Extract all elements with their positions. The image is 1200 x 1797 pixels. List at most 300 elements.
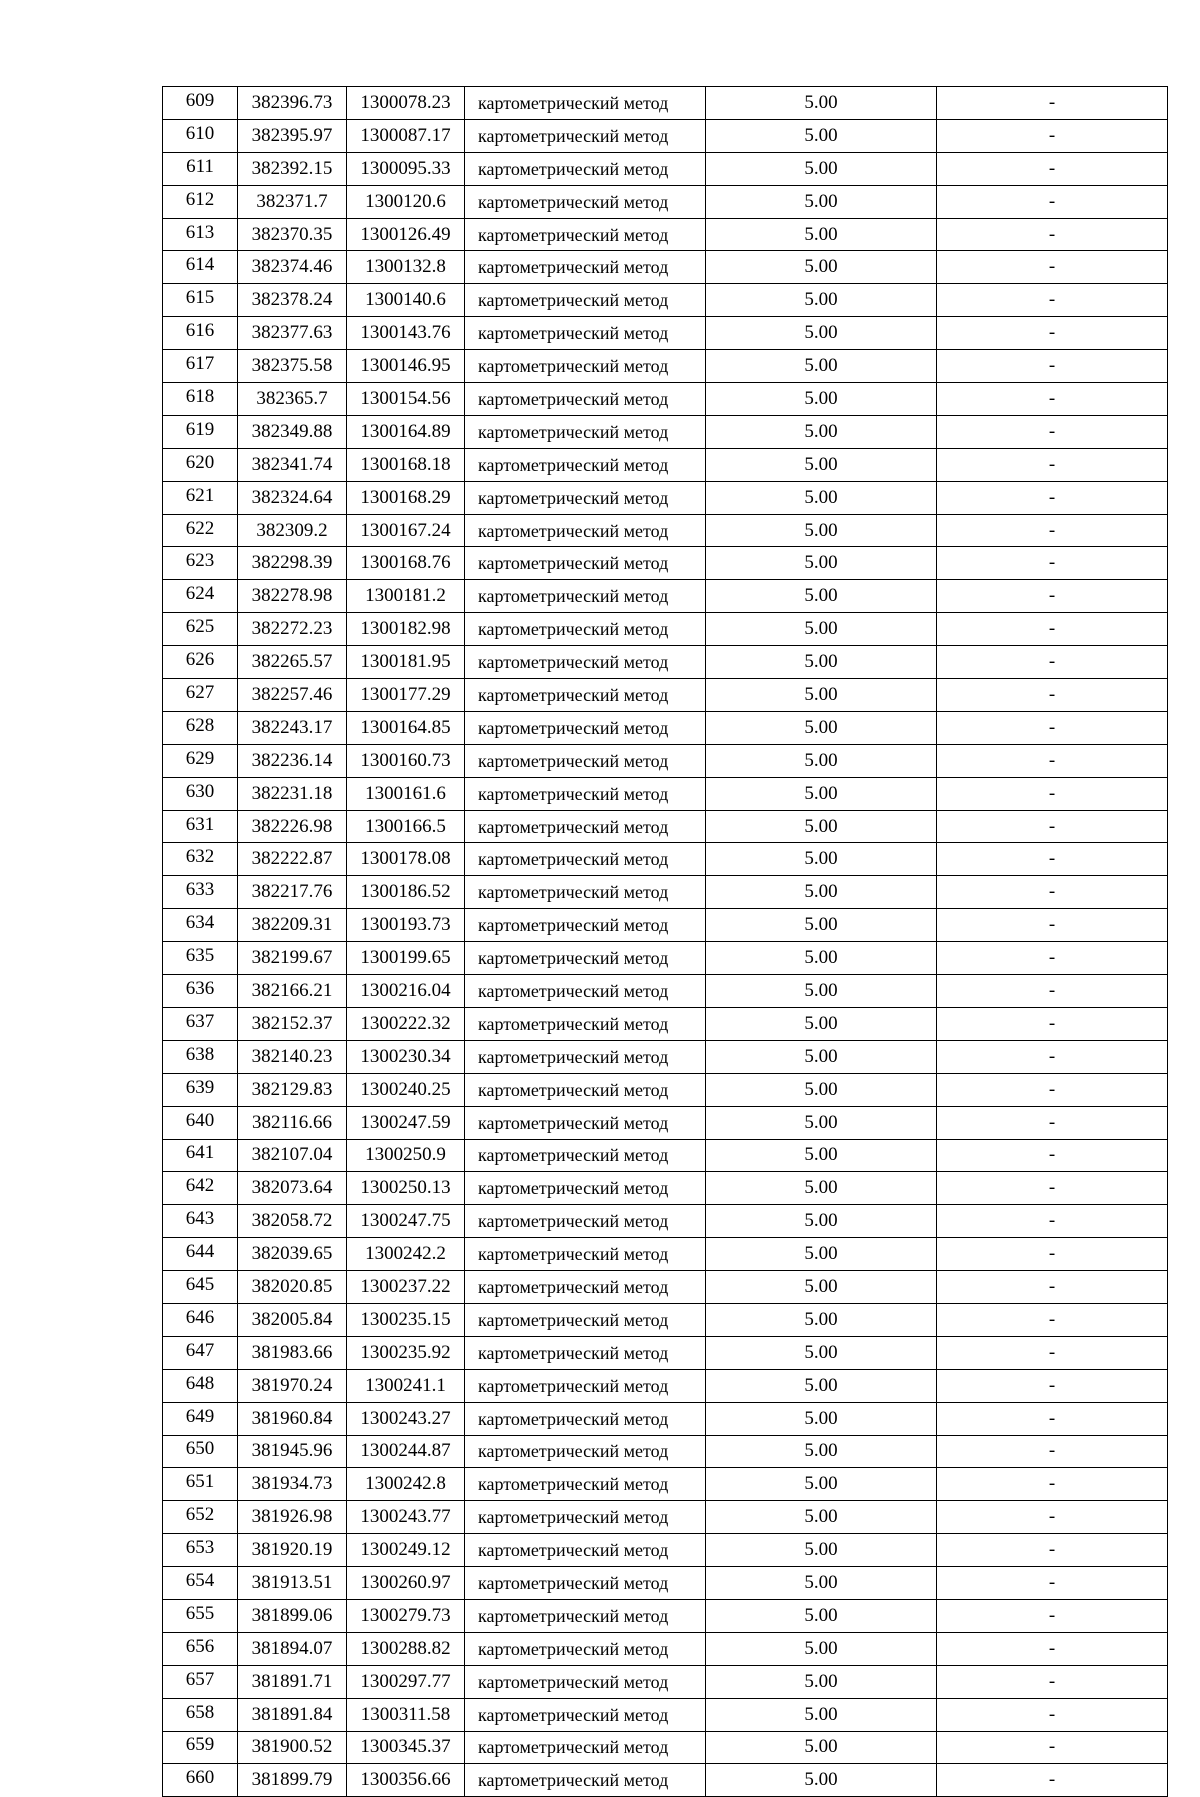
cell-determination-method: картометрический метод [465,777,706,810]
cell-y-coordinate: 1300132.8 [347,251,465,284]
cell-description: - [937,1271,1168,1304]
cell-determination-method: картометрический метод [465,481,706,514]
cell-point-number: 621 [163,481,238,514]
cell-x-coordinate: 382209.31 [238,909,347,942]
table-row [163,843,1168,876]
cell-y-coordinate: 1300279.73 [347,1599,465,1632]
cell-y-coordinate: 1300199.65 [347,942,465,975]
cell-y-coordinate: 1300166.5 [347,810,465,843]
cell-x-coordinate: 381899.06 [238,1599,347,1632]
cell-precision: 5.00 [706,1106,937,1139]
cell-point-number: 647 [163,1336,238,1369]
cell-point-number: 628 [163,711,238,744]
cell-x-coordinate: 382222.87 [238,843,347,876]
cell-point-number: 645 [163,1271,238,1304]
cell-y-coordinate: 1300178.08 [347,843,465,876]
cell-x-coordinate: 382073.64 [238,1172,347,1205]
cell-description: - [937,284,1168,317]
cell-x-coordinate: 381891.71 [238,1665,347,1698]
cell-determination-method: картометрический метод [465,1369,706,1402]
cell-precision: 5.00 [706,448,937,481]
cell-precision: 5.00 [706,876,937,909]
cell-determination-method: картометрический метод [465,185,706,218]
cell-description: - [937,1172,1168,1205]
table-row [163,613,1168,646]
cell-precision: 5.00 [706,843,937,876]
cell-description: - [937,481,1168,514]
cell-x-coordinate: 382116.66 [238,1106,347,1139]
cell-description: - [937,448,1168,481]
table-row [163,1106,1168,1139]
cell-y-coordinate: 1300143.76 [347,317,465,350]
cell-y-coordinate: 1300177.29 [347,679,465,712]
cell-y-coordinate: 1300230.34 [347,1040,465,1073]
cell-point-number: 639 [163,1073,238,1106]
cell-precision: 5.00 [706,514,937,547]
cell-x-coordinate: 382129.83 [238,1073,347,1106]
cell-description: - [937,1468,1168,1501]
table-row [163,1468,1168,1501]
cell-y-coordinate: 1300154.56 [347,383,465,416]
cell-y-coordinate: 1300297.77 [347,1665,465,1698]
cell-determination-method: картометрический метод [465,448,706,481]
table-row [163,1599,1168,1632]
table-row [163,1764,1168,1797]
cell-precision: 5.00 [706,1303,937,1336]
cell-determination-method: картометрический метод [465,547,706,580]
cell-y-coordinate: 1300095.33 [347,152,465,185]
table-row [163,1731,1168,1764]
cell-y-coordinate: 1300161.6 [347,777,465,810]
table-row [163,909,1168,942]
cell-determination-method: картометрический метод [465,876,706,909]
cell-description: - [937,251,1168,284]
cell-y-coordinate: 1300247.59 [347,1106,465,1139]
cell-point-number: 659 [163,1731,238,1764]
cell-determination-method: картометрический метод [465,1007,706,1040]
cell-y-coordinate: 1300167.24 [347,514,465,547]
table-row [163,547,1168,580]
cell-description: - [937,1369,1168,1402]
cell-precision: 5.00 [706,1336,937,1369]
cell-y-coordinate: 1300260.97 [347,1567,465,1600]
table-row [163,383,1168,416]
cell-precision: 5.00 [706,1435,937,1468]
cell-determination-method: картометрический метод [465,1303,706,1336]
cell-x-coordinate: 381945.96 [238,1435,347,1468]
table-row [163,942,1168,975]
cell-point-number: 653 [163,1534,238,1567]
cell-description: - [937,1007,1168,1040]
table-row [163,185,1168,218]
table-row [163,284,1168,317]
cell-description: - [937,1402,1168,1435]
cell-precision: 5.00 [706,1698,937,1731]
cell-determination-method: картометрический метод [465,1567,706,1600]
cell-point-number: 615 [163,284,238,317]
cell-x-coordinate: 382058.72 [238,1205,347,1238]
cell-description: - [937,1731,1168,1764]
table-row [163,481,1168,514]
cell-point-number: 635 [163,942,238,975]
cell-point-number: 625 [163,613,238,646]
cell-x-coordinate: 381920.19 [238,1534,347,1567]
cell-y-coordinate: 1300345.37 [347,1731,465,1764]
cell-x-coordinate: 382020.85 [238,1271,347,1304]
cell-precision: 5.00 [706,942,937,975]
cell-point-number: 660 [163,1764,238,1797]
cell-point-number: 656 [163,1632,238,1665]
cell-determination-method: картометрический метод [465,744,706,777]
cell-point-number: 636 [163,975,238,1008]
table-row [163,218,1168,251]
cell-point-number: 620 [163,448,238,481]
cell-point-number: 646 [163,1303,238,1336]
cell-description: - [937,119,1168,152]
cell-description: - [937,1501,1168,1534]
cell-x-coordinate: 382199.67 [238,942,347,975]
cell-determination-method: картометрический метод [465,1205,706,1238]
cell-point-number: 658 [163,1698,238,1731]
cell-x-coordinate: 382226.98 [238,810,347,843]
table-row [163,350,1168,383]
cell-determination-method: картометрический метод [465,909,706,942]
cell-determination-method: картометрический метод [465,415,706,448]
cell-determination-method: картометрический метод [465,514,706,547]
cell-description: - [937,1040,1168,1073]
cell-precision: 5.00 [706,1238,937,1271]
cell-precision: 5.00 [706,711,937,744]
cell-precision: 5.00 [706,1040,937,1073]
cell-precision: 5.00 [706,744,937,777]
cell-y-coordinate: 1300240.25 [347,1073,465,1106]
cell-point-number: 609 [163,87,238,120]
table-row [163,1698,1168,1731]
cell-y-coordinate: 1300168.18 [347,448,465,481]
cell-point-number: 619 [163,415,238,448]
cell-y-coordinate: 1300242.2 [347,1238,465,1271]
cell-precision: 5.00 [706,1172,937,1205]
cell-x-coordinate: 382217.76 [238,876,347,909]
cell-x-coordinate: 381899.79 [238,1764,347,1797]
cell-point-number: 651 [163,1468,238,1501]
cell-point-number: 626 [163,646,238,679]
table-row [163,777,1168,810]
cell-y-coordinate: 1300182.98 [347,613,465,646]
cell-x-coordinate: 382257.46 [238,679,347,712]
cell-determination-method: картометрический метод [465,1665,706,1698]
cell-description: - [937,1073,1168,1106]
cell-y-coordinate: 1300120.6 [347,185,465,218]
cell-x-coordinate: 382371.7 [238,185,347,218]
cell-y-coordinate: 1300168.29 [347,481,465,514]
cell-point-number: 629 [163,744,238,777]
cell-y-coordinate: 1300243.77 [347,1501,465,1534]
cell-determination-method: картометрический метод [465,1238,706,1271]
table-row [163,119,1168,152]
cell-description: - [937,1139,1168,1172]
table-row [163,317,1168,350]
cell-point-number: 614 [163,251,238,284]
table-row [163,251,1168,284]
table-row [163,1632,1168,1665]
cell-precision: 5.00 [706,580,937,613]
cell-x-coordinate: 381891.84 [238,1698,347,1731]
cell-precision: 5.00 [706,1205,937,1238]
cell-y-coordinate: 1300160.73 [347,744,465,777]
cell-precision: 5.00 [706,1007,937,1040]
cell-point-number: 657 [163,1665,238,1698]
cell-point-number: 638 [163,1040,238,1073]
table-row [163,1567,1168,1600]
cell-determination-method: картометрический метод [465,152,706,185]
cell-point-number: 612 [163,185,238,218]
cell-x-coordinate: 381960.84 [238,1402,347,1435]
cell-point-number: 637 [163,1007,238,1040]
cell-description: - [937,613,1168,646]
cell-point-number: 618 [163,383,238,416]
cell-x-coordinate: 382265.57 [238,646,347,679]
cell-y-coordinate: 1300222.32 [347,1007,465,1040]
cell-description: - [937,843,1168,876]
cell-determination-method: картометрический метод [465,1402,706,1435]
cell-x-coordinate: 382152.37 [238,1007,347,1040]
cell-description: - [937,1205,1168,1238]
table-row [163,744,1168,777]
cell-description: - [937,1665,1168,1698]
cell-determination-method: картометрический метод [465,1172,706,1205]
table-row [163,1665,1168,1698]
cell-x-coordinate: 382378.24 [238,284,347,317]
cell-precision: 5.00 [706,1501,937,1534]
cell-determination-method: картометрический метод [465,942,706,975]
cell-precision: 5.00 [706,1665,937,1698]
cell-determination-method: картометрический метод [465,711,706,744]
cell-description: - [937,909,1168,942]
cell-y-coordinate: 1300242.8 [347,1468,465,1501]
table-row [163,1501,1168,1534]
cell-y-coordinate: 1300241.1 [347,1369,465,1402]
cell-precision: 5.00 [706,350,937,383]
cell-determination-method: картометрический метод [465,975,706,1008]
cell-point-number: 644 [163,1238,238,1271]
table-row [163,975,1168,1008]
cell-y-coordinate: 1300140.6 [347,284,465,317]
cell-precision: 5.00 [706,547,937,580]
table-row [163,415,1168,448]
cell-x-coordinate: 382107.04 [238,1139,347,1172]
cell-description: - [937,777,1168,810]
cell-determination-method: картометрический метод [465,1336,706,1369]
cell-determination-method: картометрический метод [465,1534,706,1567]
coordinates-table-body [163,87,1168,1797]
cell-determination-method: картометрический метод [465,646,706,679]
cell-description: - [937,876,1168,909]
table-row [163,646,1168,679]
cell-point-number: 611 [163,152,238,185]
table-row [163,448,1168,481]
cell-precision: 5.00 [706,1534,937,1567]
cell-description: - [937,152,1168,185]
cell-precision: 5.00 [706,481,937,514]
cell-determination-method: картометрический метод [465,119,706,152]
cell-y-coordinate: 1300164.89 [347,415,465,448]
cell-x-coordinate: 382374.46 [238,251,347,284]
cell-precision: 5.00 [706,1764,937,1797]
cell-y-coordinate: 1300216.04 [347,975,465,1008]
cell-x-coordinate: 381983.66 [238,1336,347,1369]
cell-description: - [937,383,1168,416]
cell-description: - [937,1599,1168,1632]
table-row [163,1172,1168,1205]
cell-description: - [937,744,1168,777]
cell-precision: 5.00 [706,185,937,218]
cell-precision: 5.00 [706,415,937,448]
cell-determination-method: картометрический метод [465,87,706,120]
table-row [163,876,1168,909]
cell-point-number: 649 [163,1402,238,1435]
cell-point-number: 631 [163,810,238,843]
cell-precision: 5.00 [706,679,937,712]
cell-y-coordinate: 1300193.73 [347,909,465,942]
cell-description: - [937,350,1168,383]
cell-description: - [937,711,1168,744]
cell-description: - [937,1632,1168,1665]
cell-y-coordinate: 1300235.92 [347,1336,465,1369]
cell-determination-method: картометрический метод [465,1698,706,1731]
cell-y-coordinate: 1300126.49 [347,218,465,251]
cell-precision: 5.00 [706,119,937,152]
cell-description: - [937,1534,1168,1567]
cell-y-coordinate: 1300311.58 [347,1698,465,1731]
cell-precision: 5.00 [706,1271,937,1304]
cell-y-coordinate: 1300244.87 [347,1435,465,1468]
cell-point-number: 643 [163,1205,238,1238]
coordinates-table [162,86,1168,1797]
cell-y-coordinate: 1300243.27 [347,1402,465,1435]
cell-x-coordinate: 381934.73 [238,1468,347,1501]
cell-y-coordinate: 1300078.23 [347,87,465,120]
cell-precision: 5.00 [706,975,937,1008]
cell-point-number: 633 [163,876,238,909]
cell-point-number: 632 [163,843,238,876]
cell-point-number: 610 [163,119,238,152]
cell-point-number: 650 [163,1435,238,1468]
table-row [163,1534,1168,1567]
cell-x-coordinate: 382370.35 [238,218,347,251]
table-row [163,580,1168,613]
cell-y-coordinate: 1300181.2 [347,580,465,613]
cell-x-coordinate: 382005.84 [238,1303,347,1336]
table-row [163,514,1168,547]
cell-x-coordinate: 382392.15 [238,152,347,185]
cell-y-coordinate: 1300146.95 [347,350,465,383]
cell-x-coordinate: 382140.23 [238,1040,347,1073]
table-row [163,87,1168,120]
cell-determination-method: картометрический метод [465,1764,706,1797]
cell-x-coordinate: 382039.65 [238,1238,347,1271]
cell-determination-method: картометрический метод [465,218,706,251]
cell-x-coordinate: 382349.88 [238,415,347,448]
cell-determination-method: картометрический метод [465,251,706,284]
cell-precision: 5.00 [706,810,937,843]
table-row [163,1139,1168,1172]
cell-precision: 5.00 [706,284,937,317]
cell-precision: 5.00 [706,87,937,120]
cell-x-coordinate: 381926.98 [238,1501,347,1534]
table-row [163,1402,1168,1435]
cell-description: - [937,679,1168,712]
cell-point-number: 642 [163,1172,238,1205]
cell-y-coordinate: 1300247.75 [347,1205,465,1238]
cell-point-number: 641 [163,1139,238,1172]
table-row [163,1007,1168,1040]
cell-precision: 5.00 [706,1073,937,1106]
table-row [163,1040,1168,1073]
cell-y-coordinate: 1300250.13 [347,1172,465,1205]
cell-point-number: 627 [163,679,238,712]
cell-determination-method: картометрический метод [465,383,706,416]
table-row [163,1205,1168,1238]
cell-precision: 5.00 [706,646,937,679]
table-row [163,1369,1168,1402]
cell-x-coordinate: 382341.74 [238,448,347,481]
cell-point-number: 634 [163,909,238,942]
cell-precision: 5.00 [706,251,937,284]
cell-point-number: 648 [163,1369,238,1402]
cell-description: - [937,1764,1168,1797]
cell-precision: 5.00 [706,383,937,416]
cell-description: - [937,317,1168,350]
cell-y-coordinate: 1300356.66 [347,1764,465,1797]
cell-precision: 5.00 [706,152,937,185]
cell-determination-method: картометрический метод [465,1271,706,1304]
cell-x-coordinate: 381913.51 [238,1567,347,1600]
cell-determination-method: картометрический метод [465,1435,706,1468]
cell-x-coordinate: 382396.73 [238,87,347,120]
cell-x-coordinate: 382278.98 [238,580,347,613]
cell-determination-method: картометрический метод [465,1599,706,1632]
cell-determination-method: картометрический метод [465,613,706,646]
cell-y-coordinate: 1300186.52 [347,876,465,909]
table-row [163,810,1168,843]
table-row [163,1435,1168,1468]
cell-y-coordinate: 1300235.15 [347,1303,465,1336]
cell-determination-method: картометрический метод [465,843,706,876]
cell-description: - [937,218,1168,251]
cell-precision: 5.00 [706,1402,937,1435]
cell-determination-method: картометрический метод [465,580,706,613]
cell-determination-method: картометрический метод [465,1040,706,1073]
cell-y-coordinate: 1300250.9 [347,1139,465,1172]
cell-x-coordinate: 382375.58 [238,350,347,383]
cell-determination-method: картометрический метод [465,679,706,712]
cell-point-number: 654 [163,1567,238,1600]
cell-x-coordinate: 382166.21 [238,975,347,1008]
cell-determination-method: картометрический метод [465,284,706,317]
cell-point-number: 652 [163,1501,238,1534]
cell-y-coordinate: 1300164.85 [347,711,465,744]
cell-x-coordinate: 382272.23 [238,613,347,646]
table-row [163,711,1168,744]
cell-determination-method: картометрический метод [465,1139,706,1172]
table-row [163,1238,1168,1271]
cell-description: - [937,646,1168,679]
cell-description: - [937,547,1168,580]
cell-x-coordinate: 382298.39 [238,547,347,580]
cell-description: - [937,1238,1168,1271]
cell-description: - [937,975,1168,1008]
